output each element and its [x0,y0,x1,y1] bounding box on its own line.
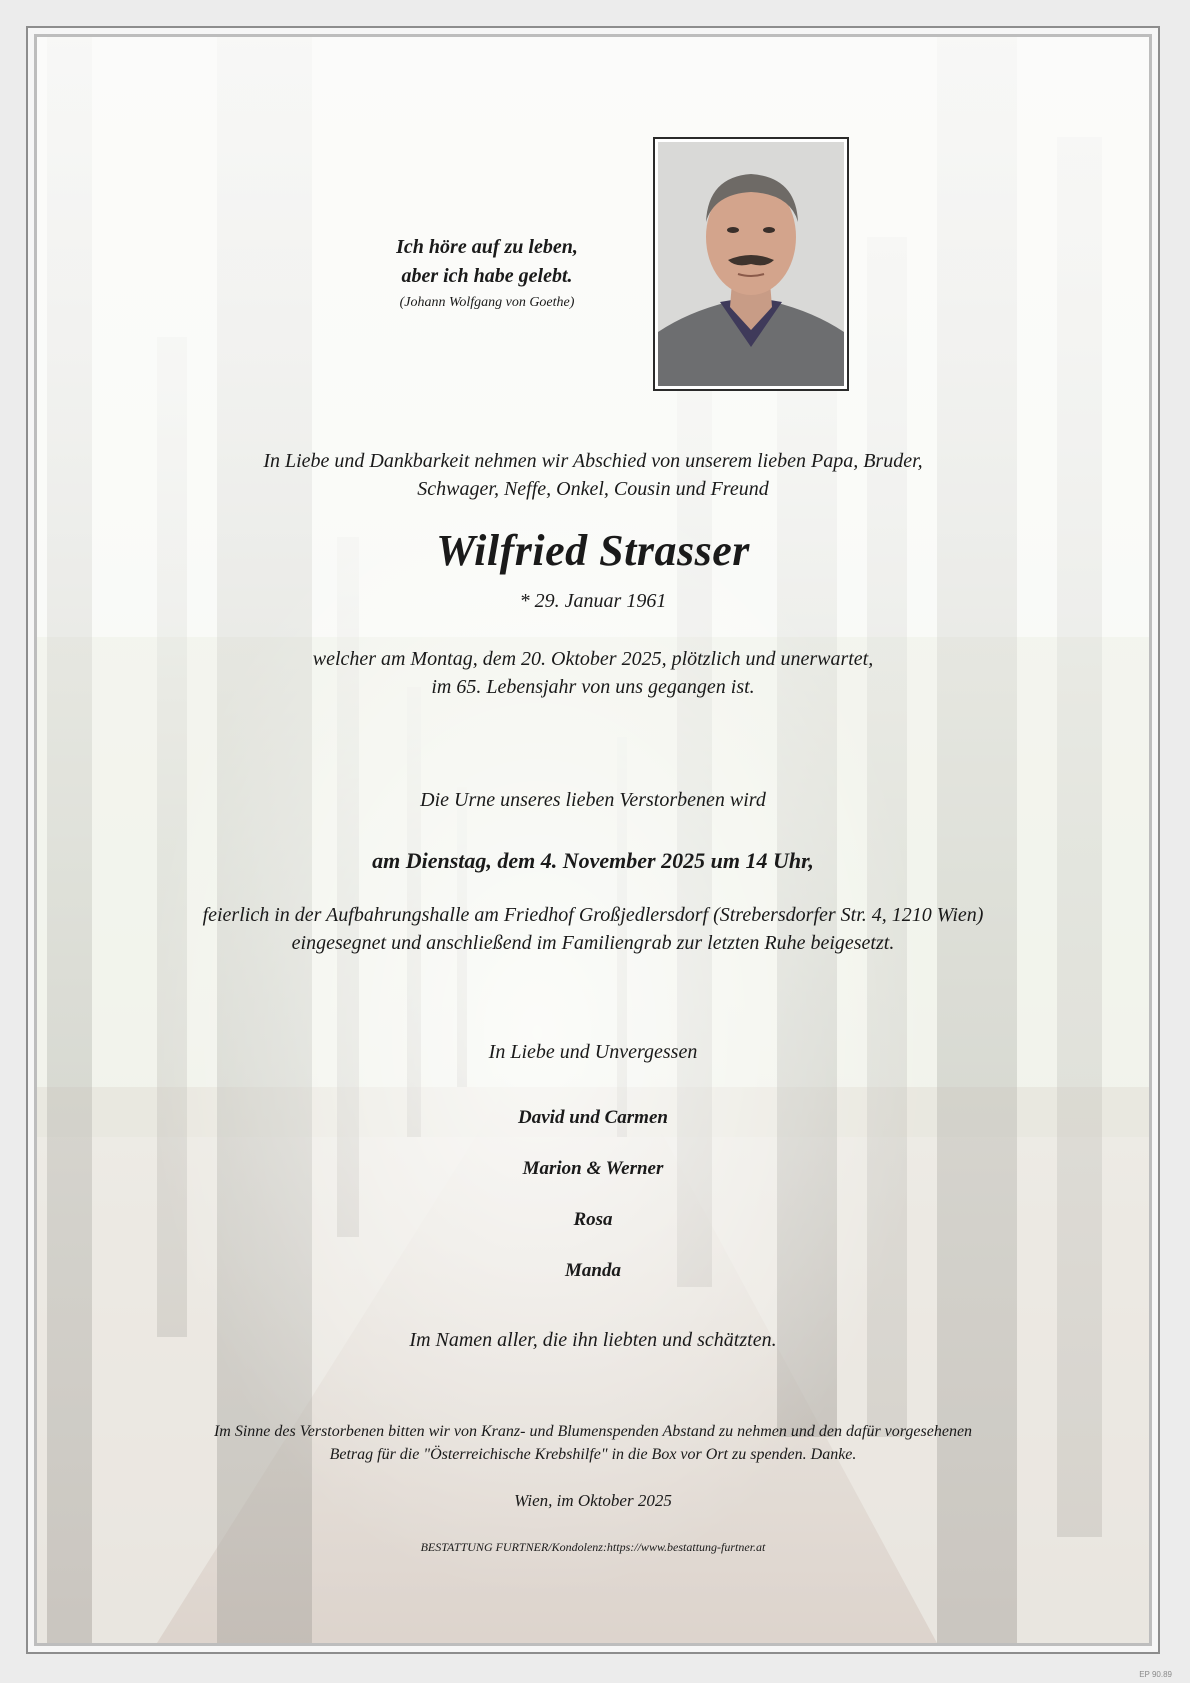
corner-mark: EP 90.89 [1139,1670,1172,1679]
mourner-name: David und Carmen [518,1107,668,1128]
quote-line-1: Ich höre auf zu leben, [396,236,578,258]
ceremony-datetime: am Dienstag, dem 4. November 2025 um 14 Uhr, [372,848,814,873]
parte-content [37,37,1149,1643]
mourners-heading: In Liebe und Unvergessen [488,1041,698,1063]
donation-line-2: Betrag für die "Österreichische Krebshilfe" in die Box vor Ort zu spenden. Danke. [329,1446,857,1463]
birth-date: * 29. Januar 1961 [519,590,667,612]
mourner-name: Rosa [573,1209,613,1230]
death-line-1: welcher am Montag, dem 20. Oktober 2025, plötzlich und unerwartet, [312,648,874,670]
donation-line-1: Im Sinne des Verstorbenen bitten wir von Kranz- und Blumenspenden Abstand zu nehmen und den dafür vorgesehenen [213,1423,973,1440]
mourners-closing: Im Namen aller, die ihn liebten und schätzten. [409,1329,777,1351]
quote-line-2: aber ich habe gelebt. [401,265,573,287]
parte-page [34,34,1152,1646]
ceremony-place-line-1: feierlich in der Aufbahrungshalle am Friedhof Großjedlersdorf (Strebersdorfer Str. 4, 1210 Wien) [202,904,984,926]
place-date: Wien, im Oktober 2025 [514,1491,672,1510]
intro-line-1: In Liebe und Dankbarkeit nehmen wir Abschied von unserem lieben Papa, Bruder, [263,450,923,472]
portrait-photo [658,142,844,386]
portrait-photo-frame [653,137,849,391]
mourner-name: Manda [565,1260,621,1281]
death-line-2: im 65. Lebensjahr von uns gegangen ist. [431,676,755,698]
quote-author: (Johann Wolfgang von Goethe) [399,295,575,310]
intro-line-2: Schwager, Neffe, Onkel, Cousin und Freund [417,478,769,500]
ceremony-intro: Die Urne unseres lieben Verstorbenen wird [420,789,766,811]
mourner-name: Marion & Werner [522,1158,664,1179]
ceremony-place-line-2: eingesegnet und anschließend im Familiengrab zur letzten Ruhe beigesetzt. [291,932,895,954]
funeral-home-footer: BESTATTUNG FURTNER/Kondolenz:https://www.bestattung-furtner.at [420,1540,766,1554]
deceased-name: Wilfried Strasser [436,526,750,575]
